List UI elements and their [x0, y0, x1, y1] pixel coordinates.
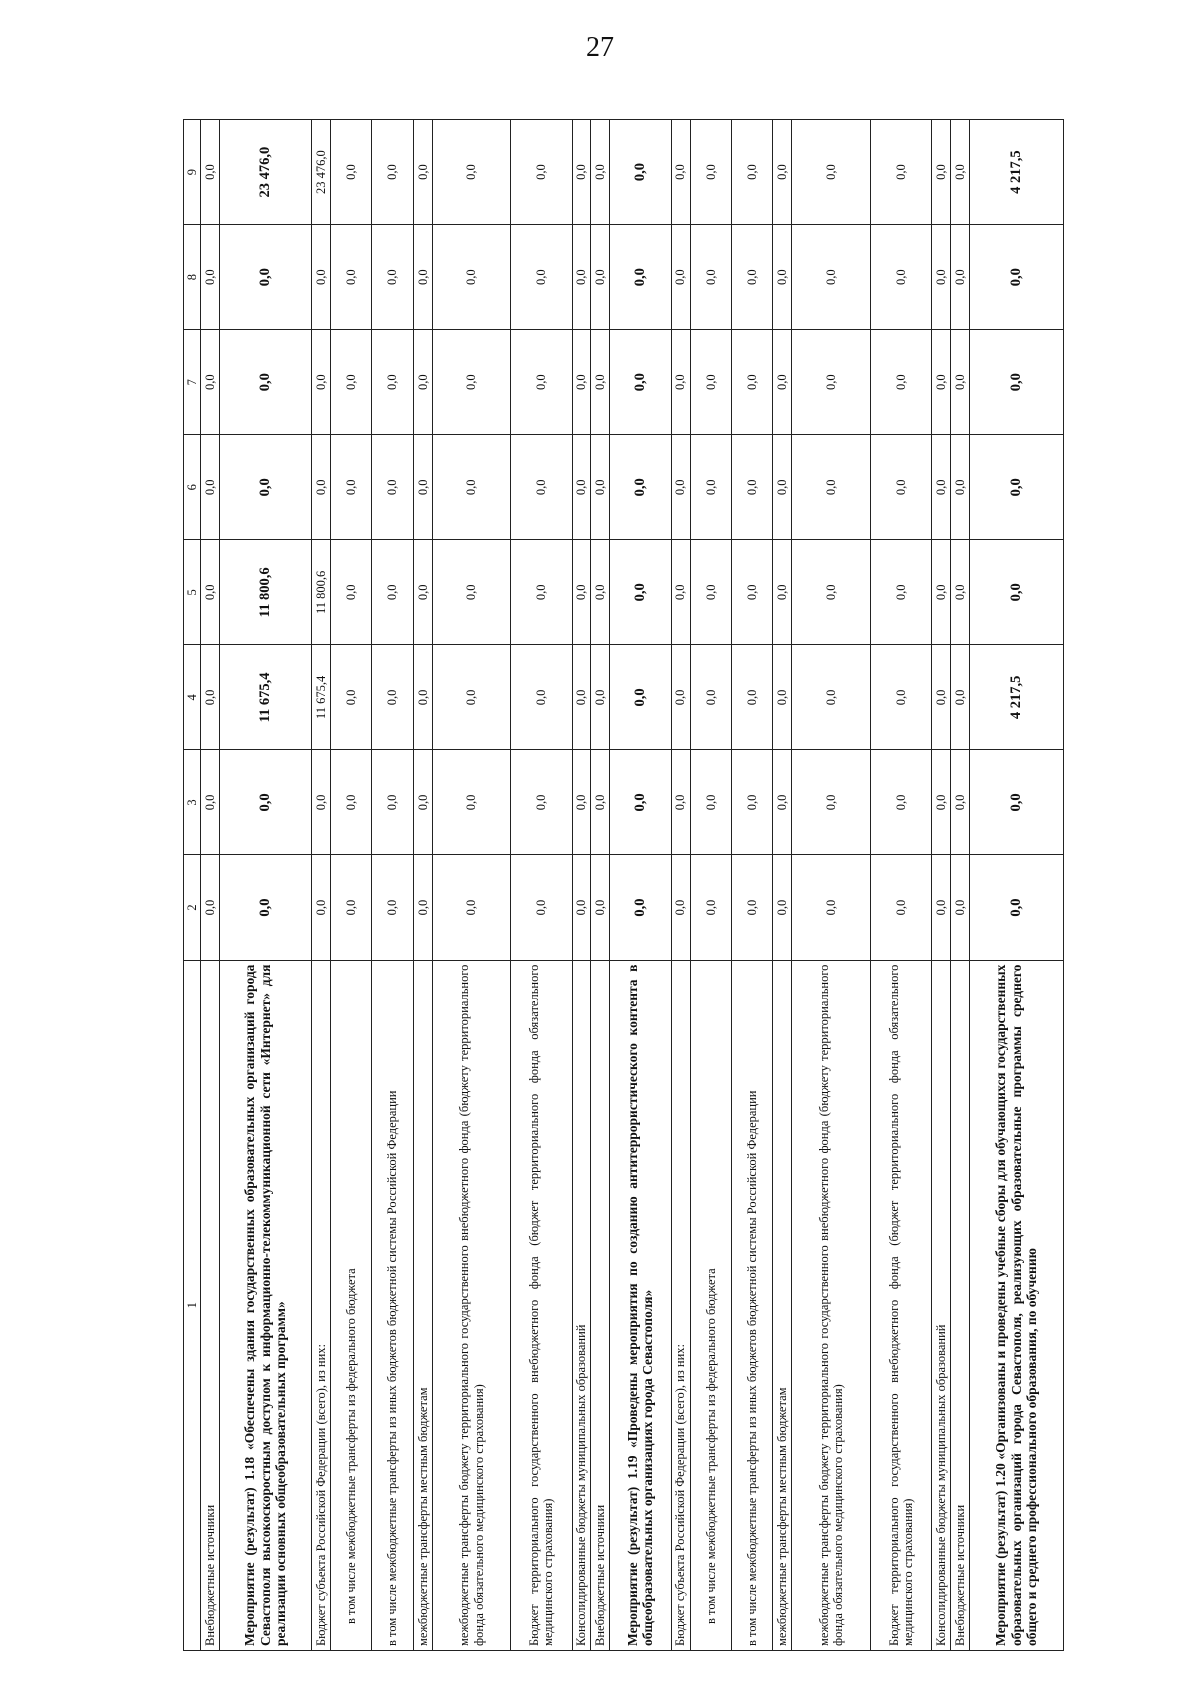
budget-table [183, 119, 1064, 1651]
value-cell: 0,0 [870, 120, 931, 225]
value-cell: 23 476,0 [220, 120, 312, 225]
value-cell: 0,0 [932, 435, 951, 540]
column-header: 9 [184, 120, 201, 225]
column-header: 8 [184, 225, 201, 330]
value-cell: 0,0 [773, 645, 792, 750]
table-row [773, 120, 792, 1651]
value-cell: 0,0 [932, 855, 951, 960]
value-cell: 0,0 [312, 750, 331, 855]
value-cell: 0,0 [201, 435, 220, 540]
value-cell: 0,0 [610, 750, 671, 855]
value-cell: 11 675,4 [220, 645, 312, 750]
value-cell: 0,0 [932, 540, 951, 645]
value-cell: 0,0 [969, 330, 1063, 435]
value-cell: 0,0 [591, 645, 610, 750]
table-row [951, 120, 970, 1651]
table-row [671, 120, 690, 1651]
value-cell: 0,0 [201, 645, 220, 750]
value-cell: 0,0 [572, 330, 591, 435]
value-cell: 0,0 [572, 225, 591, 330]
value-cell: 0,0 [969, 225, 1063, 330]
value-cell: 0,0 [690, 540, 731, 645]
value-cell: 0,0 [792, 855, 871, 960]
value-cell: 0,0 [220, 435, 312, 540]
value-cell: 0,0 [591, 330, 610, 435]
value-cell: 0,0 [870, 225, 931, 330]
row-label: Внебюджетные источники [951, 960, 970, 1650]
table-row [572, 120, 591, 1651]
value-cell: 0,0 [511, 120, 572, 225]
value-cell: 0,0 [330, 855, 371, 960]
row-label: Внебюджетные источники [591, 960, 610, 1650]
value-cell: 0,0 [432, 540, 511, 645]
value-cell: 0,0 [312, 435, 331, 540]
value-cell: 0,0 [511, 540, 572, 645]
value-cell: 0,0 [572, 645, 591, 750]
value-cell: 11 800,6 [312, 540, 331, 645]
value-cell: 0,0 [969, 750, 1063, 855]
column-header: 1 [184, 960, 201, 1650]
value-cell: 0,0 [870, 540, 931, 645]
value-cell: 0,0 [671, 330, 690, 435]
value-cell: 0,0 [572, 540, 591, 645]
value-cell: 0,0 [951, 540, 970, 645]
value-cell: 0,0 [201, 225, 220, 330]
value-cell: 0,0 [969, 540, 1063, 645]
page-number: 27 [586, 32, 614, 63]
table-row [969, 120, 1063, 1651]
value-cell: 0,0 [773, 540, 792, 645]
row-label: в том числе межбюджетные трансферты из иных бюджетов бюджетной системы Российской Федерации [372, 960, 413, 1650]
table-row [372, 120, 413, 1651]
value-cell: 0,0 [731, 120, 772, 225]
value-cell: 0,0 [731, 855, 772, 960]
value-cell: 0,0 [372, 120, 413, 225]
value-cell: 0,0 [671, 435, 690, 540]
value-cell: 0,0 [773, 855, 792, 960]
row-label: Мероприятие (результат) 1.20 «Организованы и проведены учебные сборы для обучающихся государственных образовательных организаций города Севастополя, реализующих образовательные программы среднего общего и среднего профессионального образования, по обучению [969, 960, 1063, 1650]
value-cell: 0,0 [201, 120, 220, 225]
value-cell: 0,0 [591, 120, 610, 225]
value-cell: 0,0 [773, 120, 792, 225]
value-cell: 0,0 [372, 435, 413, 540]
value-cell: 0,0 [591, 855, 610, 960]
table-row [330, 120, 371, 1651]
value-cell: 0,0 [511, 645, 572, 750]
value-cell: 0,0 [792, 225, 871, 330]
value-cell: 0,0 [413, 330, 432, 435]
value-cell: 0,0 [792, 435, 871, 540]
row-label: Бюджет территориального государственного внебюджетного фонда (бюджет территориального фонда обязательного медицинского страхования) [870, 960, 931, 1650]
value-cell: 0,0 [413, 645, 432, 750]
value-cell: 0,0 [432, 750, 511, 855]
value-cell: 0,0 [312, 225, 331, 330]
value-cell: 0,0 [610, 120, 671, 225]
row-label: Консолидированные бюджеты муниципальных образований [932, 960, 951, 1650]
value-cell: 0,0 [773, 225, 792, 330]
value-cell: 0,0 [690, 750, 731, 855]
value-cell: 0,0 [671, 855, 690, 960]
value-cell: 0,0 [610, 225, 671, 330]
value-cell: 0,0 [690, 435, 731, 540]
table-row [511, 120, 572, 1651]
value-cell: 0,0 [792, 120, 871, 225]
value-cell: 23 476,0 [312, 120, 331, 225]
value-cell: 0,0 [731, 540, 772, 645]
table-row [432, 120, 511, 1651]
value-cell: 0,0 [330, 435, 371, 540]
value-cell: 0,0 [413, 855, 432, 960]
value-cell: 0,0 [792, 750, 871, 855]
value-cell: 0,0 [201, 540, 220, 645]
value-cell: 0,0 [201, 330, 220, 435]
row-label: межбюджетные трансферты местным бюджетам [773, 960, 792, 1650]
value-cell: 0,0 [372, 855, 413, 960]
value-cell: 4 217,5 [969, 120, 1063, 225]
value-cell: 0,0 [671, 645, 690, 750]
value-cell: 0,0 [413, 750, 432, 855]
value-cell: 0,0 [591, 435, 610, 540]
value-cell: 0,0 [511, 435, 572, 540]
value-cell: 0,0 [731, 225, 772, 330]
row-label: межбюджетные трансферты местным бюджетам [413, 960, 432, 1650]
value-cell: 0,0 [610, 435, 671, 540]
row-label: в том числе межбюджетные трансферты из иных бюджетов бюджетной системы Российской Федерации [731, 960, 772, 1650]
value-cell: 0,0 [372, 330, 413, 435]
value-cell: 0,0 [220, 855, 312, 960]
value-cell: 0,0 [870, 330, 931, 435]
value-cell: 0,0 [731, 750, 772, 855]
column-header: 5 [184, 540, 201, 645]
value-cell: 0,0 [870, 750, 931, 855]
value-cell: 0,0 [413, 540, 432, 645]
value-cell: 0,0 [932, 750, 951, 855]
table-row [870, 120, 931, 1651]
column-header: 3 [184, 750, 201, 855]
value-cell: 0,0 [201, 855, 220, 960]
column-header: 6 [184, 435, 201, 540]
value-cell: 0,0 [870, 435, 931, 540]
row-label: Бюджет территориального государственного внебюджетного фонда (бюджет территориального фонда обязательного медицинского страхования) [511, 960, 572, 1650]
value-cell: 0,0 [201, 750, 220, 855]
table-row [792, 120, 871, 1651]
value-cell: 0,0 [690, 120, 731, 225]
row-label: Бюджет субъекта Российской Федерации (всего), из них: [312, 960, 331, 1650]
value-cell: 0,0 [690, 330, 731, 435]
value-cell: 0,0 [932, 120, 951, 225]
column-header: 2 [184, 855, 201, 960]
value-cell: 0,0 [951, 435, 970, 540]
row-label: в том числе межбюджетные трансферты из федерального бюджета [690, 960, 731, 1650]
table-row [220, 120, 312, 1651]
value-cell: 0,0 [312, 330, 331, 435]
value-cell: 0,0 [511, 855, 572, 960]
value-cell: 0,0 [330, 645, 371, 750]
row-label: межбюджетные трансферты бюджету территориального государственного внебюджетного фонда (бюджету территориального фонда обязательного медицинского страхования) [432, 960, 511, 1650]
value-cell: 0,0 [932, 645, 951, 750]
value-cell: 0,0 [792, 645, 871, 750]
value-cell: 0,0 [432, 120, 511, 225]
value-cell: 0,0 [572, 435, 591, 540]
value-cell: 4 217,5 [969, 645, 1063, 750]
value-cell: 0,0 [969, 855, 1063, 960]
value-cell: 0,0 [690, 855, 731, 960]
value-cell: 0,0 [773, 435, 792, 540]
value-cell: 0,0 [511, 750, 572, 855]
value-cell: 0,0 [731, 645, 772, 750]
value-cell: 0,0 [432, 330, 511, 435]
table-row [690, 120, 731, 1651]
value-cell: 0,0 [690, 645, 731, 750]
value-cell: 0,0 [220, 330, 312, 435]
row-label: межбюджетные трансферты бюджету территориального государственного внебюджетного фонда (бюджету территориального фонда обязательного медицинского страхования) [792, 960, 871, 1650]
row-label: Мероприятие (результат) 1.18 «Обеспечены здания государственных образовательных организаций города Севастополя высокоскоростным доступом к информационно-телекоммуникационной сети «Интернет» для реализации основных общеобразовательных программ» [220, 960, 312, 1650]
value-cell: 0,0 [792, 540, 871, 645]
row-label: Бюджет субъекта Российской Федерации (всего), из них: [671, 960, 690, 1650]
value-cell: 0,0 [773, 750, 792, 855]
value-cell: 0,0 [372, 540, 413, 645]
value-cell: 0,0 [690, 225, 731, 330]
value-cell: 0,0 [511, 330, 572, 435]
value-cell: 0,0 [372, 645, 413, 750]
value-cell: 0,0 [330, 540, 371, 645]
value-cell: 0,0 [312, 855, 331, 960]
value-cell: 0,0 [932, 330, 951, 435]
value-cell: 0,0 [951, 120, 970, 225]
value-cell: 11 675,4 [312, 645, 331, 750]
value-cell: 0,0 [432, 855, 511, 960]
value-cell: 0,0 [951, 750, 970, 855]
table-row [312, 120, 331, 1651]
table-row [201, 120, 220, 1651]
value-cell: 0,0 [330, 750, 371, 855]
value-cell: 0,0 [330, 225, 371, 330]
row-label: в том числе межбюджетные трансферты из федерального бюджета [330, 960, 371, 1650]
value-cell: 0,0 [330, 120, 371, 225]
value-cell: 0,0 [951, 330, 970, 435]
value-cell: 0,0 [413, 225, 432, 330]
column-header: 4 [184, 645, 201, 750]
value-cell: 0,0 [610, 330, 671, 435]
value-cell: 0,0 [773, 330, 792, 435]
value-cell: 0,0 [792, 330, 871, 435]
value-cell: 0,0 [591, 750, 610, 855]
value-cell: 0,0 [610, 645, 671, 750]
value-cell: 0,0 [572, 855, 591, 960]
value-cell: 0,0 [511, 225, 572, 330]
value-cell: 0,0 [413, 435, 432, 540]
value-cell: 0,0 [432, 225, 511, 330]
table-row [610, 120, 671, 1651]
value-cell: 0,0 [591, 225, 610, 330]
value-cell: 0,0 [731, 435, 772, 540]
rotated-table-container [183, 119, 1064, 1651]
value-cell: 0,0 [731, 330, 772, 435]
header-row [184, 120, 201, 1651]
value-cell: 0,0 [870, 645, 931, 750]
value-cell: 0,0 [372, 750, 413, 855]
value-cell: 0,0 [591, 540, 610, 645]
value-cell: 0,0 [671, 120, 690, 225]
column-header: 7 [184, 330, 201, 435]
value-cell: 0,0 [572, 750, 591, 855]
value-cell: 0,0 [220, 225, 312, 330]
value-cell: 11 800,6 [220, 540, 312, 645]
value-cell: 0,0 [951, 855, 970, 960]
value-cell: 0,0 [330, 330, 371, 435]
table-row [932, 120, 951, 1651]
row-label: Мероприятие (результат) 1.19 «Проведены мероприятия по созданию антитеррористического контента в общеобразовательных организациях города Севастополя» [610, 960, 671, 1650]
value-cell: 0,0 [671, 750, 690, 855]
value-cell: 0,0 [870, 855, 931, 960]
value-cell: 0,0 [951, 645, 970, 750]
value-cell: 0,0 [572, 120, 591, 225]
value-cell: 0,0 [610, 855, 671, 960]
value-cell: 0,0 [432, 435, 511, 540]
table-row [413, 120, 432, 1651]
value-cell: 0,0 [372, 225, 413, 330]
value-cell: 0,0 [671, 540, 690, 645]
value-cell: 0,0 [932, 225, 951, 330]
value-cell: 0,0 [432, 645, 511, 750]
value-cell: 0,0 [220, 750, 312, 855]
value-cell: 0,0 [951, 225, 970, 330]
value-cell: 0,0 [610, 540, 671, 645]
row-label: Консолидированные бюджеты муниципальных образований [572, 960, 591, 1650]
value-cell: 0,0 [413, 120, 432, 225]
table-row [731, 120, 772, 1651]
table-row [591, 120, 610, 1651]
value-cell: 0,0 [671, 225, 690, 330]
value-cell: 0,0 [969, 435, 1063, 540]
row-label: Внебюджетные источники [201, 960, 220, 1650]
